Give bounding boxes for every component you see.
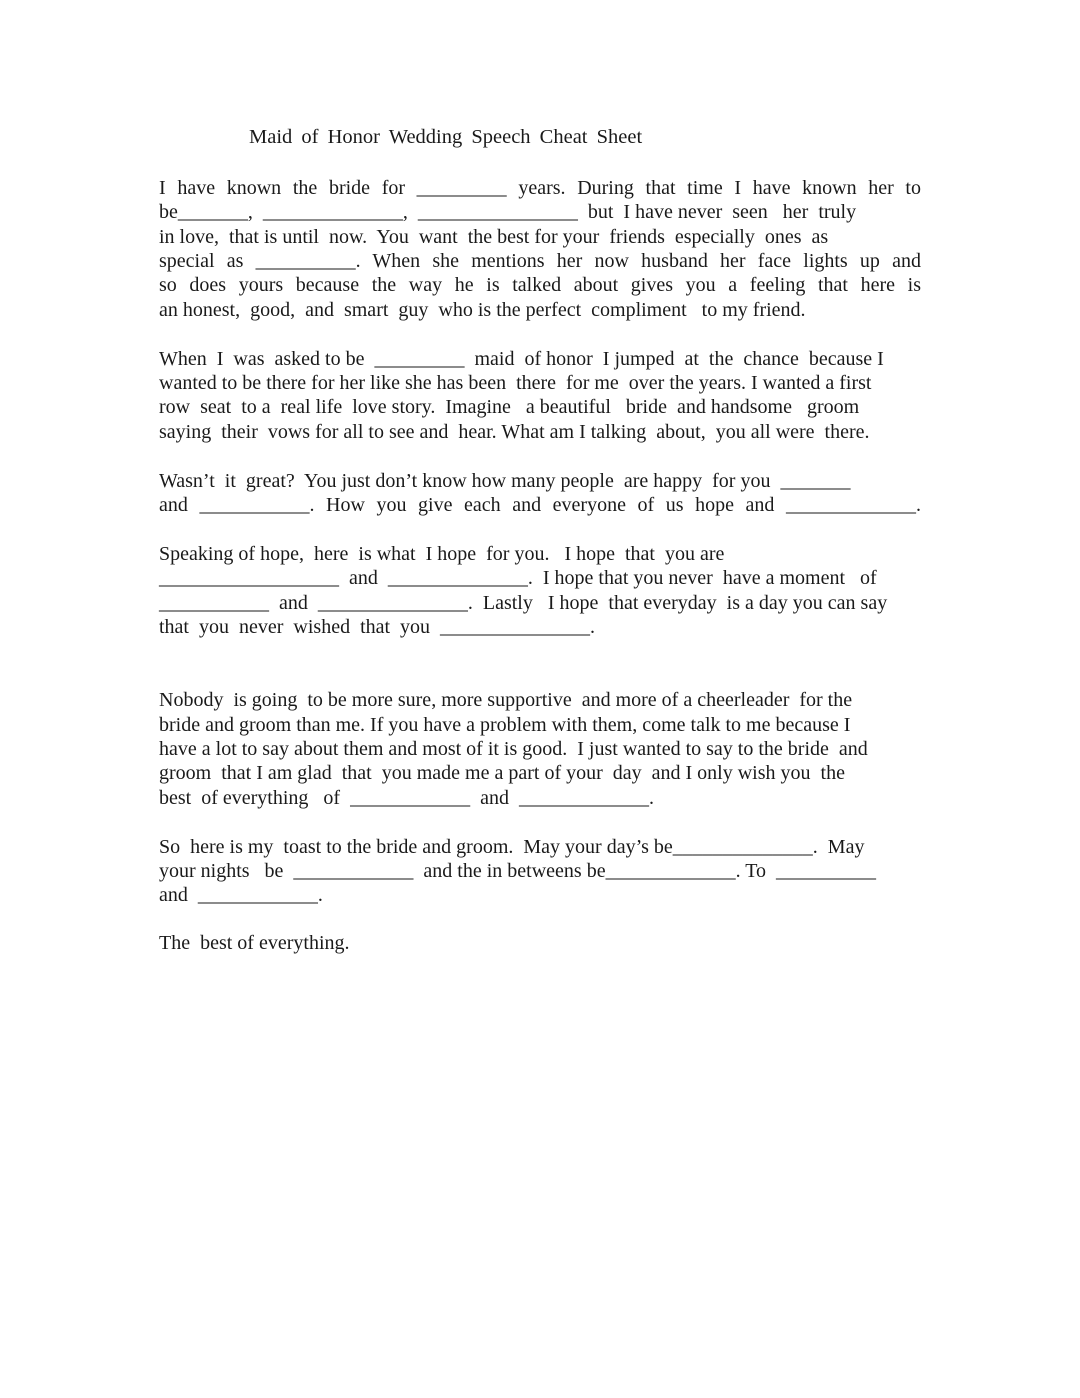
text-line: wanted to be there for her like she has been there for me over the years. I wanted a first [159, 372, 872, 394]
text-line: __________________ and ______________. I hope that you never have a moment of [159, 567, 877, 589]
text-line: So here is my toast to the bride and groom. May your day’s be______________. May [159, 836, 865, 858]
text-line: that you never wished that you _______________. [159, 616, 596, 638]
text-line: ___________ and _______________. Lastly I hope that everyday is a day you can say [159, 592, 888, 614]
text-line: row seat to a real life love story. Imagine a beautiful bride and handsome groom [159, 396, 860, 418]
text-line: and ___________. How you give each and everyone of us hope and _____________. [159, 494, 921, 516]
text-line: Nobody is going to be more sure, more supportive and more of a cheerleader for the [159, 689, 853, 711]
text-line: have a lot to say about them and most of it is good. I just wanted to say to the bride and [159, 738, 868, 760]
text-line: bride and groom than me. If you have a problem with them, come talk to me because I [159, 714, 851, 736]
text-line: The best of everything. [159, 932, 350, 954]
text-line: Speaking of hope, here is what I hope for you. I hope that you are [159, 543, 725, 565]
text-line: and ____________. [159, 884, 323, 906]
text-line: Wasn’t it great? You just don’t know how many people are happy for you _______ [159, 470, 851, 492]
document-title: Maid of Honor Wedding Speech Cheat Sheet [249, 126, 643, 148]
text-line: saying their vows for all to see and hear. What am I talking about, you all were there. [159, 421, 870, 443]
text-line: your nights be ____________ and the in betweens be_____________. To __________ [159, 860, 877, 882]
text-line: I have known the bride for _________ years. During that time I have known her to [159, 177, 921, 199]
text-line: special as __________. When she mentions her now husband her face lights up and [159, 250, 921, 272]
text-line: so does yours because the way he is talked about gives you a feeling that here is [159, 274, 921, 296]
text-line: groom that I am glad that you made me a part of your day and I only wish you the [159, 762, 845, 784]
text-line: best of everything of ____________ and _____________. [159, 787, 654, 809]
text-line: When I was asked to be _________ maid of honor I jumped at the chance because I [159, 348, 884, 370]
text-line: an honest, good, and smart guy who is the perfect compliment to my friend. [159, 299, 806, 321]
text-line: in love, that is until now. You want the best for your friends especially ones as [159, 226, 829, 248]
text-line: be_______, ______________, ________________ but I have never seen her truly [159, 201, 857, 223]
